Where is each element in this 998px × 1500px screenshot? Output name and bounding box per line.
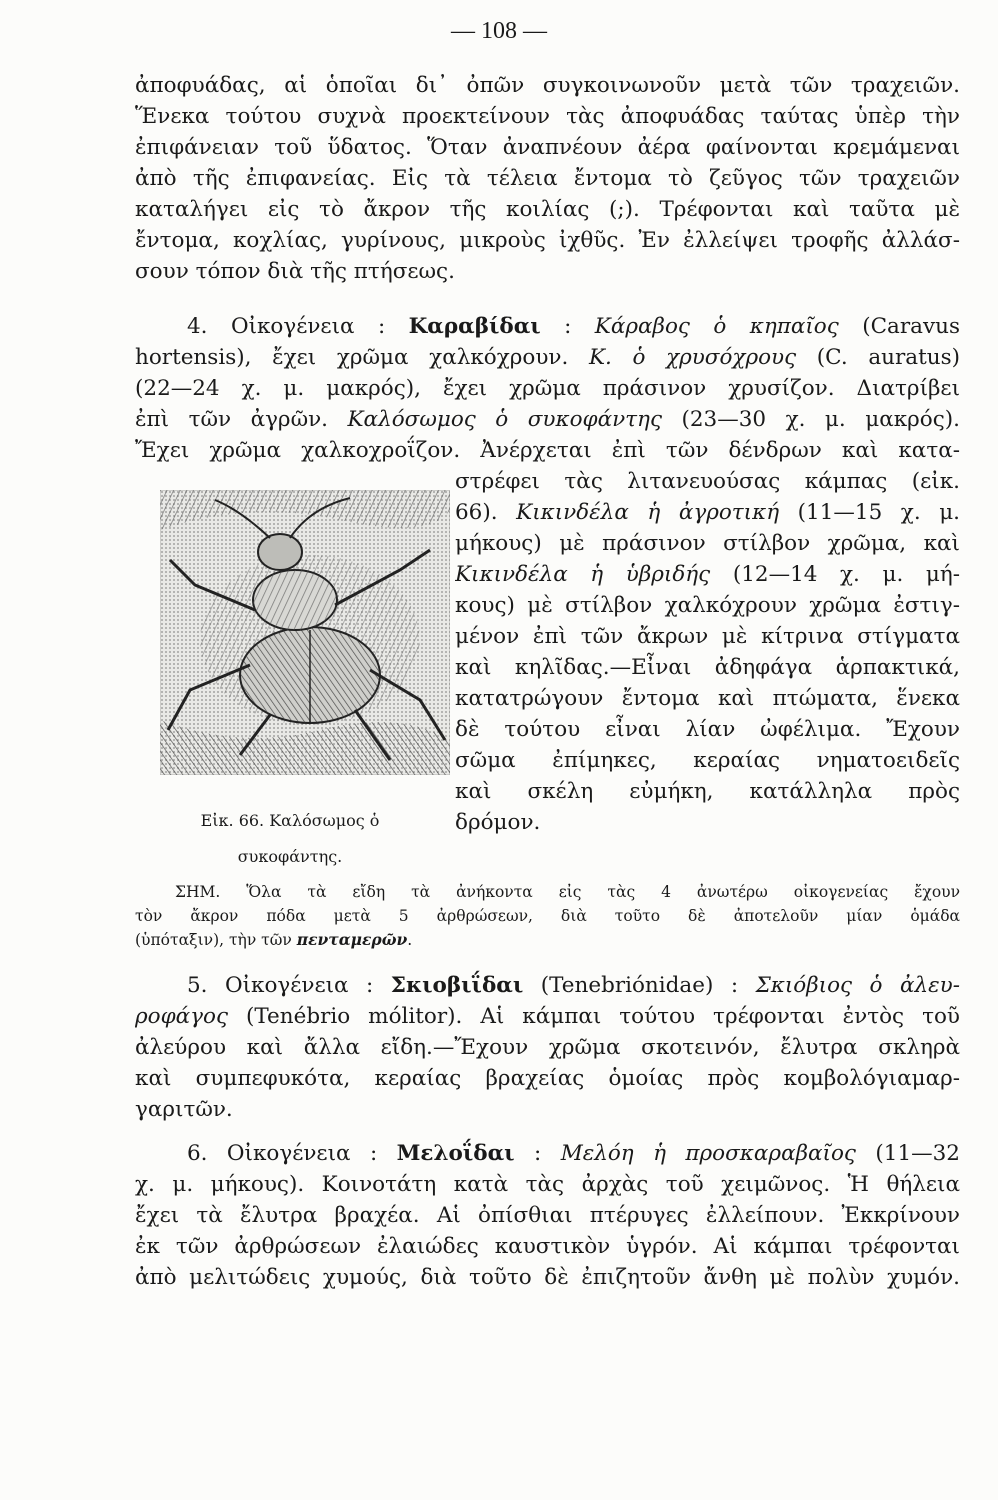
text-line: ἐκ τῶν ἀρθρώσεων ἐλαιώδες καυστικὸν ὑγρόν. Αἱ κάμπαι τρέφονται	[135, 1234, 960, 1259]
note-line: (ὑπόταξιν), τὴν τῶν πενταμερῶν.	[135, 930, 413, 949]
text-line: σουν τόπον διὰ τῆς πτήσεως.	[135, 259, 455, 284]
text-line: καταλήγει εἰς τὸ ἄκρον τῆς κοιλίας (;). Τρέφονται καὶ ταῦτα μὲ	[135, 197, 960, 222]
family-name: Σκιοβιΐδαι	[390, 973, 524, 998]
page-number: — 108 —	[451, 18, 547, 44]
family-name: Μελοΐδαι	[396, 1141, 515, 1166]
text-line: μήκους) μὲ πράσινον στίλβον χρῶμα, καὶ	[455, 531, 960, 556]
text-line: καὶ κηλῖδας.—Εἶναι ἀδηφάγα ἁρπακτικά,	[455, 655, 960, 680]
section-heading-line: 4. Οἰκογένεια : Καραβίδαι : Κάραβος ὁ κηπαῖος (Caravus	[187, 314, 960, 339]
text-line: κους) μὲ στίλβον χαλκόχρουν χρῶμα ἐστιγ-	[455, 593, 960, 618]
text-line: καὶ συμπεφυκότα, κεραίας βραχείας ὁμοίας πρὸς κομβολόγιαμαρ-	[135, 1066, 960, 1091]
text-line: ροφάγος (Tenébrio mólitor). Αἱ κάμπαι τούτου τρέφονται ἐντὸς τοῦ	[135, 1004, 960, 1029]
text-line: ἐπὶ τῶν ἀγρῶν. Καλόσωμος ὁ συκοφάντης (23—30 χ. μ. μακρός).	[135, 407, 960, 432]
caption-line: Εἰκ. 66. Καλόσωμος ὁ	[200, 811, 380, 830]
section-6-meloidae	[135, 1138, 960, 1293]
text-line: κατατρώγουν ἔντομα καὶ πτώματα, ἕνεκα	[455, 686, 960, 711]
beetle-engraving-image	[160, 490, 450, 775]
text-line: ἀλεύρου καὶ ἄλλα εἴδη.—Ἔχουν χρῶμα σκοτεινόν, ἔλυτρα σκληρὰ	[135, 1035, 960, 1060]
species-name: Κάραβος ὁ κηπαῖος	[594, 314, 839, 339]
text-line: ἀπὸ τῆς ἐπιφανείας. Εἰς τὰ τέλεια ἔντομα τὸ ζεῦγος τῶν τραχειῶν	[135, 166, 960, 191]
family-name: Καραβίδαι	[408, 314, 541, 339]
text-line: (22—24 χ. μ. μακρός), ἔχει χρῶμα πράσινον χρυσίζον. Διατρίβει	[135, 376, 960, 401]
section-heading-line: 5. Οἰκογένεια : Σκιοβιΐδαι (Tenebriónidae) : Σκιόβιος ὁ ἀλευ-	[187, 973, 960, 998]
text-line: Ἔχει χρῶμα χαλκοχροΐζον. Ἀνέρχεται ἐπὶ τῶν δένδρων καὶ κατα-	[135, 438, 960, 463]
species-name: Σκιόβιος ὁ ἀλευ-	[755, 973, 960, 998]
paragraph-continuation	[135, 70, 960, 287]
section-heading-line: 6. Οἰκογένεια : Μελοΐδαι : Μελόη ἡ προσκαραβαῖος (11—32	[187, 1141, 960, 1166]
text-line: 66). Κικινδέλα ἡ ἀγροτική (11—15 χ. μ.	[455, 500, 960, 525]
text-line: ἔχει τὰ ἔλυτρα βραχέα. Αἱ ὀπίσθιαι πτέρυγες ἐλλείπουν. Ἐκκρίνουν	[135, 1203, 960, 1228]
text-line: χ. μ. μήκους). Κοινοτάτη κατὰ τὰς ἀρχὰς τοῦ χειμῶνος. Ἡ θήλεια	[135, 1172, 960, 1197]
text-line: σῶμα ἐπίμηκες, κεραίας νηματοειδεῖς	[455, 748, 960, 773]
text-line: δρόμον.	[455, 810, 541, 835]
text-line: δὲ τούτου εἶναι λίαν ὠφέλιμα. Ἔχουν	[455, 717, 960, 742]
section-4-narrow-column	[455, 466, 960, 838]
species-name: Κ. ὁ χρυσόχρους	[588, 345, 797, 370]
text-line: καὶ σκέλη εὐμήκη, κατάλληλα πρὸς	[455, 779, 960, 804]
section-5-tenebrionidae	[135, 970, 960, 1125]
text-line: ἔντομα, κοχλίας, γυρίνους, μικροὺς ἰχθῦς. Ἐν ἐλλείψει τροφῆς ἀλλάσ-	[135, 228, 960, 253]
text-line: ἀπὸ μελιτώδεις χυμούς, διὰ τοῦτο δὲ ἐπιζητοῦν ἄνθη μὲ πολὺν χυμόν.	[135, 1265, 960, 1290]
text-line: στρέφει τὰς λιτανευούσας κάμπας (εἰκ.	[455, 469, 960, 494]
species-name: Κικινδέλα ἡ ὑβριδής	[455, 562, 711, 587]
text-line: hortensis), ἔχει χρῶμα χαλκόχρουν. Κ. ὁ χρυσόχρους (C. auratus)	[135, 345, 960, 370]
figure-caption	[135, 803, 445, 875]
text-line: ἐπιφάνειαν τοῦ ὕδατος. Ὅταν ἀναπνέουν ἀέρα φαίνονται κρεμάμεναι	[135, 135, 960, 160]
note-line: ΣΗΜ. Ὅλα τὰ εἴδη τὰ ἀνήκοντα εἰς τὰς 4 ἀνωτέρω οἰκογενείας ἔχουν	[175, 883, 960, 901]
beetle-illustration	[160, 490, 450, 775]
text-line: γαριτῶν.	[135, 1097, 233, 1122]
text-line: ἀποφυάδας, αἱ ὁποῖαι δι᾽ ὀπῶν συγκοινωνοῦν μετὰ τῶν τραχειῶν.	[135, 73, 960, 98]
species-name: Μελόη ἡ προσκαραβαῖος	[560, 1141, 856, 1166]
caption-line: συκοφάντης.	[237, 847, 343, 866]
term: πενταμερῶν	[296, 930, 408, 949]
species-name: Καλόσωμος ὁ συκοφάντης	[347, 407, 662, 432]
section-4-carabidae	[135, 311, 960, 466]
footnote-note	[135, 880, 960, 952]
species-name: ροφάγος	[135, 1004, 228, 1029]
text-line: Ἕνεκα τούτου συχνὰ προεκτείνουν τὰς ἀποφυάδας ταύτας ὑπὲρ τὴν	[135, 104, 960, 129]
species-name: Κικινδέλα ἡ ἀγροτική	[516, 500, 780, 525]
text-line: Κικινδέλα ἡ ὑβριδής (12—14 χ. μ. μή-	[455, 562, 960, 587]
text-line: μένον ἐπὶ τῶν ἄκρων μὲ κίτρινα στίγματα	[455, 624, 960, 649]
note-line: τὸν ἄκρον πόδα μετὰ 5 ἀρθρώσεων, διὰ τοῦτο δὲ ἀποτελοῦν μίαν ὁμάδα	[135, 907, 960, 925]
